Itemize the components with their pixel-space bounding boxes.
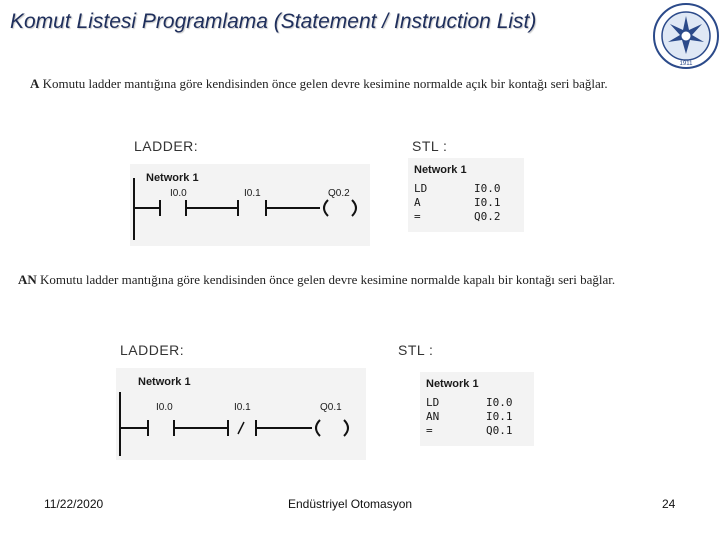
block-a-stl-label: STL : bbox=[412, 138, 448, 154]
footer-date: 11/22/2020 bbox=[44, 497, 104, 511]
block-b-operand-1: I0.0 bbox=[156, 402, 173, 413]
page-number: 24 bbox=[662, 497, 676, 511]
block-a-rung bbox=[130, 164, 370, 246]
block-a-description bbox=[30, 76, 616, 92]
block-b-stl-arg-3: Q0.1 bbox=[486, 424, 513, 437]
block-a-stl-op-3: = bbox=[414, 210, 421, 223]
block-b-description bbox=[18, 272, 620, 288]
block-b-stl-op-1: LD bbox=[426, 396, 440, 409]
university-seal-icon bbox=[652, 2, 720, 70]
block-b-operand-2: I0.1 bbox=[234, 402, 251, 413]
block-a-stl-op-2: A bbox=[414, 196, 421, 209]
block-a-operand-3: Q0.2 bbox=[328, 188, 350, 199]
block-b-stl-op-3: = bbox=[426, 424, 433, 437]
block-a-stl-op-1: LD bbox=[414, 182, 428, 195]
block-a-ladder-label: LADDER: bbox=[134, 138, 199, 154]
block-b-ladder-diagram bbox=[116, 368, 366, 460]
slide-title: Komut Listesi Programlama (Statement / Instruction List) bbox=[10, 10, 537, 33]
block-b-rung bbox=[116, 368, 366, 460]
block-b-stl-label: STL : bbox=[398, 342, 434, 358]
block-a-ladder-diagram bbox=[130, 164, 370, 246]
block-a-stl-listing bbox=[408, 158, 524, 232]
block-b-stl-op-2: AN bbox=[426, 410, 440, 423]
logo-year: 1911 bbox=[679, 61, 693, 67]
block-a-ladder-network: Network 1 bbox=[146, 172, 199, 184]
block-a-text: Komutu ladder mantığına göre kendisinden önce gelen devre kesimine normalde açık bir kontağı seri bağlar. bbox=[39, 76, 608, 91]
block-b-stl-network: Network 1 bbox=[426, 378, 479, 390]
block-b-ladder-label: LADDER: bbox=[120, 342, 185, 358]
footer-title: Endüstriyel Otomasyon bbox=[288, 497, 413, 511]
block-b-stl-arg-1: I0.0 bbox=[486, 396, 513, 409]
block-a-stl-arg-3: Q0.2 bbox=[474, 210, 501, 223]
block-a-stl-network: Network 1 bbox=[414, 164, 467, 176]
block-b-keyword: AN bbox=[18, 272, 37, 287]
block-b-text: Komutu ladder mantığına göre kendisinden önce gelen devre kesimine normalde kapalı bir kontağı seri bağlar. bbox=[36, 272, 616, 287]
block-b-operand-3: Q0.1 bbox=[320, 402, 342, 413]
block-b bbox=[12, 264, 624, 466]
block-a-operand-2: I0.1 bbox=[244, 188, 261, 199]
block-a-stl-arg-1: I0.0 bbox=[474, 182, 501, 195]
block-b-stl-listing bbox=[420, 372, 534, 446]
block-a bbox=[24, 72, 620, 250]
block-a-keyword: A bbox=[30, 76, 40, 91]
block-b-stl-arg-2: I0.1 bbox=[486, 410, 513, 423]
block-a-operand-1: I0.0 bbox=[170, 188, 187, 199]
block-a-stl-arg-2: I0.1 bbox=[474, 196, 501, 209]
block-b-ladder-network: Network 1 bbox=[138, 376, 191, 388]
